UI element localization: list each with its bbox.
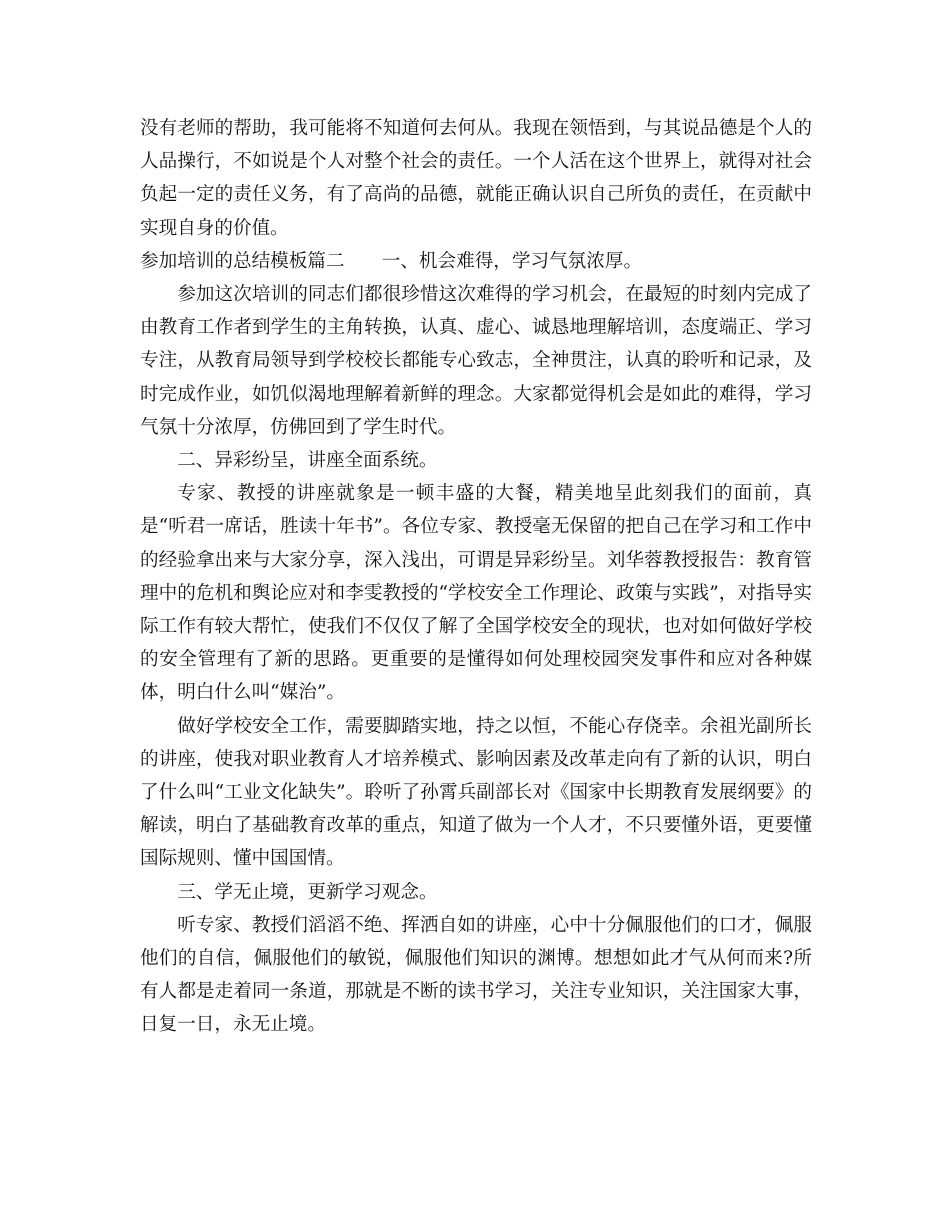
document-body <box>140 112 812 1042</box>
heading-endless-learning: 三、学无止境，更新学习观念。 <box>177 881 438 903</box>
heading-lectures: 二、异彩纷呈，讲座全面系统。 <box>177 450 438 472</box>
paragraph-endless-learning: 听专家、教授们滔滔不绝、挥洒自如的讲座，心中十分佩服他们的口才，佩服他们的自信，佩服他们的敏锐，佩服他们知识的渊博。想想如此才气从何而来?所有人都是走着同一条道，那就是不断的读书学习，关注专业知识，关注国家大事，日复一日，永无止境。 <box>140 914 812 1036</box>
paragraph-lectures: 专家、教授的讲座就象是一顿丰盛的大餐，精美地呈此刻我们的面前，真是“听君一席话，胜读十年书”。各位专家、教授毫无保留的把自己在学习和工作中的经验拿出来与大家分享，深入浅出，可谓是异彩纷呈。刘华蓉教授报告：教育管理中的危机和舆论应对和李雯教授的“学校安全工作理论、政策与实践”，对指导实际工作有较大帮忙，使我们不仅仅了解了全国学校安全的现状，也对如何做好学校的安全管理有了新的思路。更重要的是懂得如何处理校园突发事件和应对各种媒体，明白什么叫“媒治”。 <box>140 483 812 704</box>
section-title-part-two: 参加培训的总结模板篇二 一、机会难得，学习气氛浓厚。 <box>140 250 643 272</box>
paragraph-opportunity: 参加这次培训的同志们都很珍惜这次难得的学习机会，在最短的时刻内完成了由教育工作者到学生的主角转换，认真、虚心、诚恳地理解培训，态度端正、学习专注，从教育局领导到学校校长都能专心致志，全神贯注，认真的聆听和记录，及时完成作业，如饥似渴地理解着新鲜的理念。大家都觉得机会是如此的难得，学习气氛十分浓厚，仿佛回到了学生时代。 <box>140 284 812 438</box>
paragraph-intro-conclusion: 没有老师的帮助，我可能将不知道何去何从。我现在领悟到，与其说品德是个人的人品操行，不如说是个人对整个社会的责任。一个人活在这个世界上，就得对社会负起一定的责任义务，有了高尚的品德，就能正确认识自己所负的责任，在贡献中实现自身的价值。 <box>140 118 812 239</box>
paragraph-school-safety: 做好学校安全工作，需要脚踏实地，持之以恒，不能心存侥幸。余祖光副所长的讲座，使我对职业教育人才培养模式、影响因素及改革走向有了新的认识，明白了什么叫“工业文化缺失”。聆听了孙霄兵副部长对《国家中长期教育发展纲要》的解读，明白了基础教育改革的重点，知道了做为一个人才，不只要懂外语，更要懂国际规则、懂中国国情。 <box>140 715 812 870</box>
